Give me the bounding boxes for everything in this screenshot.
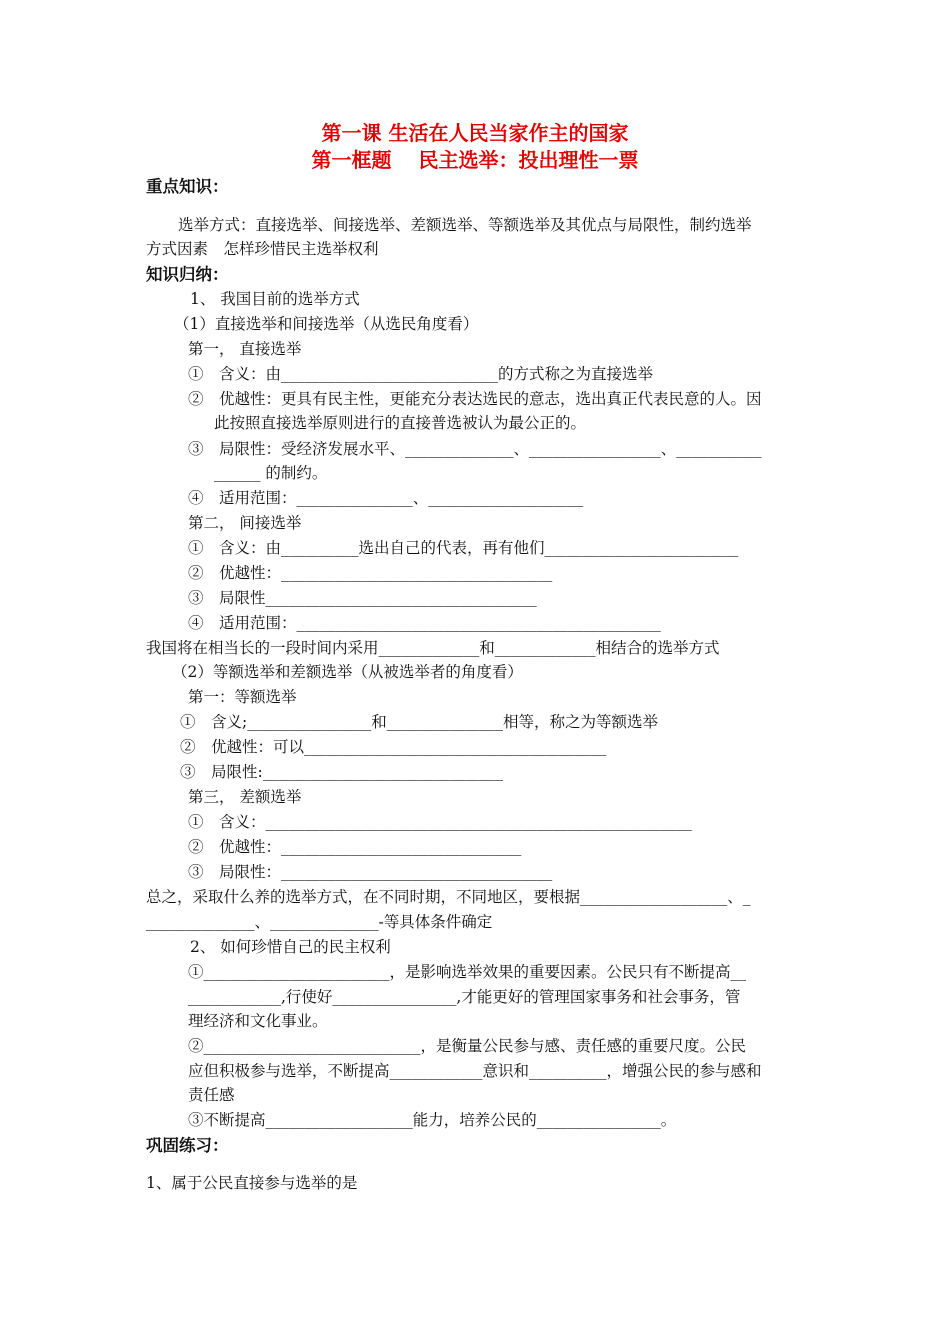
text-line: ④ 适用范围：_______________、____________________ <box>188 489 584 507</box>
text-line: ① 含义：_______________________________________________________ <box>188 813 692 831</box>
text-line: 总之，采取什么养的选举方式，在不同时期，不同地区，要根据___________________、_ <box>146 888 751 906</box>
text-line: 第一， 直接选举 <box>188 340 302 358</box>
text-line: ② 优越性：___________________________________ <box>188 564 553 582</box>
text-line: ② 优越性：可以_______________________________________ <box>180 738 607 756</box>
text-line: ① 含义：由__________选出自己的代表，再有他们_________________________ <box>188 539 739 557</box>
text-line: ① 含义;________________和_______________相等，称之为等额选举 <box>180 713 658 731</box>
text-line: 应但积极参与选举，不断提高____________意识和__________，增强公民的参与感和 <box>188 1062 762 1080</box>
text-line: （1）直接选举和间接选举（从选民角度看） <box>174 315 479 333</box>
text-line: ②____________________________，是衡量公民参与感、责任感的重要尺度。公民 <box>188 1037 747 1055</box>
text-line: 选举方式：直接选举、间接选举、差额选举、等额选举及其优点与局限性，制约选举 <box>178 216 752 234</box>
text-line: 责任感 <box>188 1086 235 1104</box>
text-line: 此按照直接选举原则进行的直接普选被认为最公正的。 <box>214 414 587 432</box>
text-line: ③ 局限性:_______________________________ <box>180 763 503 781</box>
text-line: 第一：等额选举 <box>188 688 297 706</box>
heading-practice: 巩固练习： <box>146 1136 229 1155</box>
text-line: 第三， 差额选举 <box>188 788 302 806</box>
text-line: ______ 的制约。 <box>214 464 328 482</box>
lesson-title: 第一课 生活在人民当家作主的国家 <box>321 121 629 145</box>
text-line: ② 优越性：_______________________________ <box>188 838 522 856</box>
text-line: 2、 如何珍惜自己的民主权利 <box>190 938 391 956</box>
text-line: ____________,行使好________________,才能更好的管理国家事务和社会事务，管 <box>188 988 741 1006</box>
heading-summary: 知识归纳： <box>146 265 229 284</box>
text-line: 1、 我国目前的选举方式 <box>190 290 360 308</box>
section-title: 第一框题 民主选举：投出理性一票 <box>311 148 639 172</box>
text-line: ③ 局限性___________________________________ <box>188 589 537 607</box>
text-line: 我国将在相当长的一段时间内采用_____________和_____________相结合的选举方式 <box>146 639 720 657</box>
text-line: 第二， 间接选举 <box>188 514 302 532</box>
text-line: ① 含义：由____________________________的方式称之为直接选举 <box>188 365 654 383</box>
text-line: ______________、______________-等具体条件确定 <box>146 913 493 931</box>
text-line: ①________________________，是影响选举效果的重要因素。公民只有不断提高__ <box>188 963 747 981</box>
text-line: ④ 适用范围：_______________________________________________ <box>188 614 661 632</box>
text-line: ③ 局限性：受经济发展水平、______________、_________________、___________ <box>188 440 762 458</box>
heading-key-points: 重点知识： <box>146 177 229 196</box>
text-line: 理经济和文化事业。 <box>188 1012 328 1030</box>
text-line: ② 优越性：更具有民主性，更能充分表达选民的意志，选出真正代表民意的人。因 <box>188 390 762 408</box>
text-line: （2）等额选举和差额选举（从被选举者的角度看） <box>172 663 523 681</box>
question-1: 1、属于公民直接参与选举的是 <box>146 1174 358 1192</box>
text-line: ③ 局限性：___________________________________ <box>188 863 553 881</box>
text-line: ③不断提高___________________能力，培养公民的________________。 <box>188 1111 677 1129</box>
text-line: 方式因素 怎样珍惜民主选举权利 <box>146 240 379 258</box>
